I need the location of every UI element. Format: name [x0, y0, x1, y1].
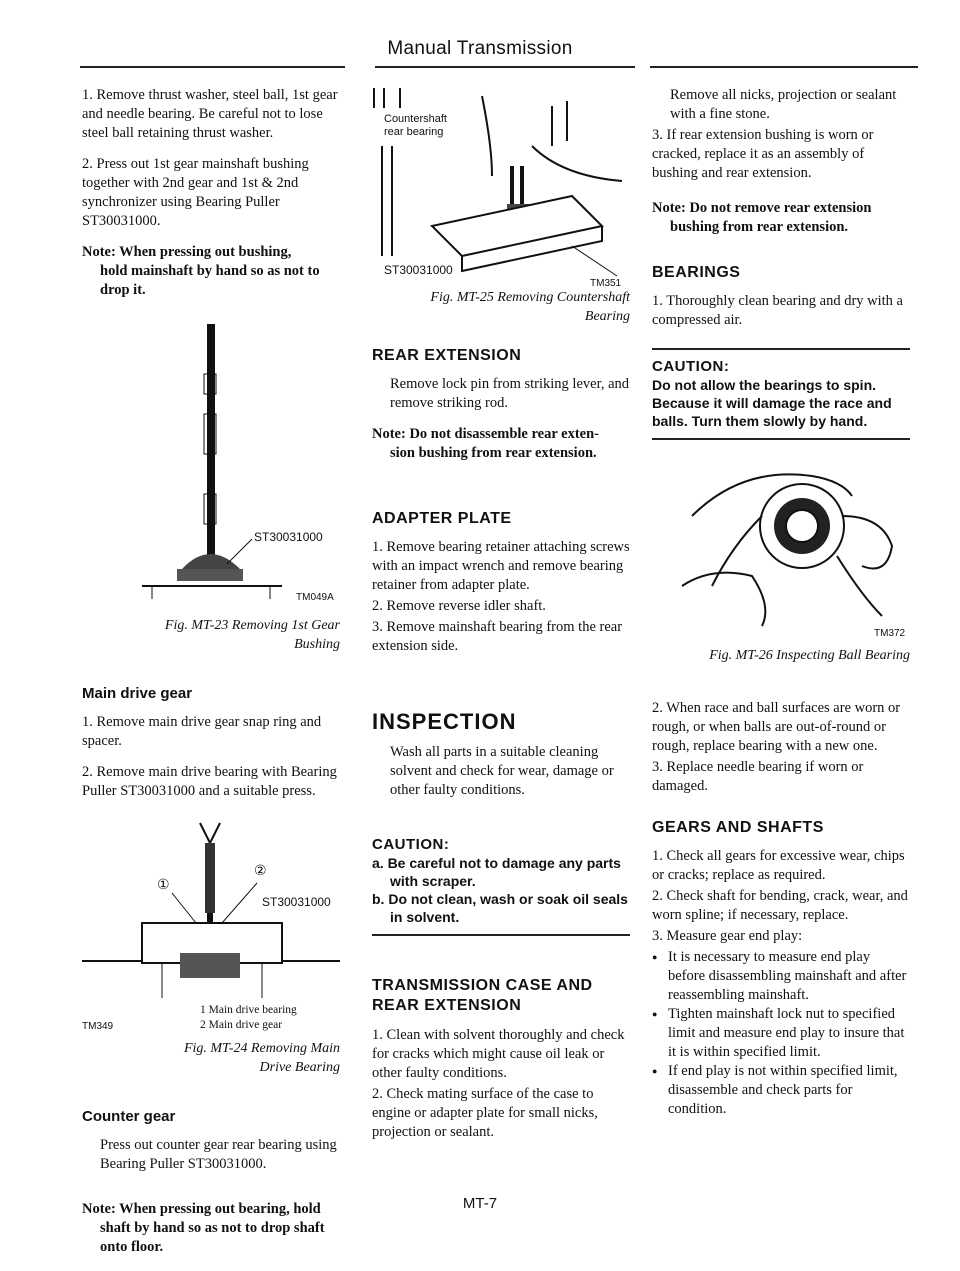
- bullet-item: ● It is necessary to measure end play before disassembling mainshaft and after reassembling mainshaft.: [652, 948, 910, 1005]
- paragraph: 1. Clean with solvent thoroughly and check for cracks which might cause oil leak or other faulty conditions.: [372, 1027, 625, 1081]
- figure-code: TM349: [82, 1021, 114, 1032]
- note-line: Note: When pressing out bearing, hold: [82, 1201, 321, 1217]
- figure-mt26-illustration: [652, 456, 910, 636]
- paragraph: 2. Press out 1st gear mainshaft bushing together with 2nd gear and 1st & 2nd synchronizer using Bearing Puller ST30031000.: [82, 156, 309, 229]
- component-label: rear bearing: [384, 126, 444, 138]
- note-line: hold mainshaft by hand so as not to drop it.: [100, 263, 320, 298]
- caution-box: [372, 828, 630, 936]
- header-rule-middle: [375, 66, 635, 68]
- paragraph: Wash all parts in a suitable cleaning solvent and check for wear, damage or other faulty conditions.: [390, 744, 614, 798]
- column-left: [82, 86, 340, 1271]
- tool-label: ST30031000: [384, 263, 453, 277]
- bullet-item: ● If end play is not within specified limit, disassemble and check parts for condition.: [652, 1062, 910, 1119]
- figure-mt24: [82, 813, 340, 1003]
- page-title: Manual Transmission: [387, 38, 573, 59]
- figure-mt26: [652, 456, 910, 639]
- column-right: [652, 86, 910, 1119]
- figure-caption: Fig. MT-23 Removing 1st Gear Bushing: [164, 618, 340, 652]
- callout-1: ①: [157, 876, 170, 892]
- section-heading: GEARS AND SHAFTS: [652, 819, 824, 836]
- figure-code: TM049A: [296, 592, 334, 603]
- callout-2: ②: [254, 862, 267, 878]
- figure-mt23: [82, 314, 340, 614]
- figure-mt25: [372, 86, 630, 289]
- paragraph: 3. Replace needle bearing if worn or damaged.: [652, 759, 864, 794]
- figure-caption: Fig. MT-25 Removing Countershaft Bearing: [430, 290, 630, 324]
- column-middle: [372, 86, 630, 1154]
- note: [372, 425, 630, 463]
- tool-label: ST30031000: [254, 530, 323, 544]
- paragraph: 2. Check shaft for bending, crack, wear, and worn spline; if necessary, replace.: [652, 888, 908, 923]
- header-rule-right: [650, 66, 918, 68]
- paragraph: 1. Check all gears for excessive wear, chips or cracks; replace as required.: [652, 848, 905, 883]
- note-line: shaft by hand so as not to drop shaft onto floor.: [100, 1220, 325, 1255]
- note: [82, 243, 340, 300]
- caution-item: b. Do not clean, wash or soak oil seals: [372, 891, 628, 907]
- paragraph: Press out counter gear rear bearing using Bearing Puller ST30031000.: [100, 1137, 337, 1172]
- section-heading: Main drive gear: [82, 685, 193, 702]
- caution-item: a. Be careful not to damage any parts: [372, 855, 621, 871]
- figure-mt24-legend: [82, 1003, 340, 1037]
- caution-item: in solvent.: [390, 909, 460, 925]
- page-number: MT-7: [462, 1195, 498, 1212]
- figure-caption: Fig. MT-24 Removing Main Drive Bearing: [183, 1041, 340, 1075]
- section-heading: ADAPTER PLATE: [372, 510, 512, 527]
- legend-item: 2 Main drive gear: [200, 1019, 283, 1031]
- paragraph: Remove lock pin from striking lever, and remove striking rod.: [390, 376, 630, 411]
- paragraph: 3. If rear extension bushing is worn or cracked, replace it as an assembly of bushing and rear extension.: [652, 127, 874, 181]
- figure-code: TM372: [874, 628, 906, 639]
- note: [652, 199, 910, 237]
- paragraph: 2. When race and ball surfaces are worn or rough, or when balls are out-of-round or rough, replace bearing with a new one.: [652, 700, 901, 754]
- caution-item: with scraper.: [390, 873, 476, 889]
- note-line: Note: Do not remove rear extension: [652, 200, 872, 216]
- paragraph: 1. Thoroughly clean bearing and dry with a compressed air.: [652, 293, 903, 328]
- caution-text: Do not allow the bearings to spin. Because it will damage the race and balls. Turn them slowly by hand.: [652, 377, 892, 429]
- note-line: bushing from rear extension.: [670, 219, 849, 235]
- figure-mt23-illustration: [82, 314, 340, 614]
- caution-box: [652, 348, 910, 440]
- figure-caption: Fig. MT-26 Inspecting Ball Bearing: [709, 648, 910, 663]
- paragraph: 2. Remove reverse idler shaft.: [372, 598, 546, 614]
- note-line: sion bushing from rear extension.: [390, 445, 597, 461]
- paragraph: 2. Remove main drive bearing with Bearing Puller ST30031000 and a suitable press.: [82, 764, 337, 799]
- paragraph: 3. Remove mainshaft bearing from the rear extension side.: [372, 619, 623, 654]
- section-heading: INSPECTION: [372, 709, 517, 734]
- caution-title: CAUTION:: [652, 358, 730, 375]
- paragraph: 3. Measure gear end play:: [652, 928, 803, 944]
- bullet-item: ● Tighten mainshaft lock nut to specified limit and measure end play to insure that it is within specified limit.: [652, 1005, 910, 1062]
- caution-title: CAUTION:: [372, 836, 450, 853]
- section-heading: REAR EXTENSION: [372, 347, 522, 364]
- header-rule-left: [80, 66, 345, 68]
- section-heading: TRANSMISSION CASE AND REAR EXTENSION: [372, 977, 593, 1014]
- paragraph: Remove all nicks, projection or sealant with a fine stone.: [670, 87, 897, 122]
- paragraph: 2. Check mating surface of the case to engine or adapter plate for small nicks, projection or sealant.: [372, 1086, 598, 1140]
- section-heading: Counter gear: [82, 1108, 176, 1125]
- tool-label: ST30031000: [262, 895, 331, 909]
- section-heading: BEARINGS: [652, 264, 741, 281]
- figure-code: TM351: [590, 278, 622, 289]
- note-line: Note: Do not disassemble rear exten-: [372, 426, 599, 442]
- paragraph: 1. Remove thrust washer, steel ball, 1st gear and needle bearing. Be careful not to lose steel ball retaining thrust washer.: [82, 87, 338, 141]
- paragraph: 1. Remove main drive gear snap ring and spacer.: [82, 714, 322, 749]
- legend-item: 1 Main drive bearing: [200, 1004, 297, 1016]
- note-line: Note: When pressing out bushing,: [82, 244, 292, 260]
- component-label: Countershaft: [384, 113, 447, 125]
- paragraph: 1. Remove bearing retainer attaching screws with an impact wrench and remove bearing retainer from adapter plate.: [372, 539, 630, 593]
